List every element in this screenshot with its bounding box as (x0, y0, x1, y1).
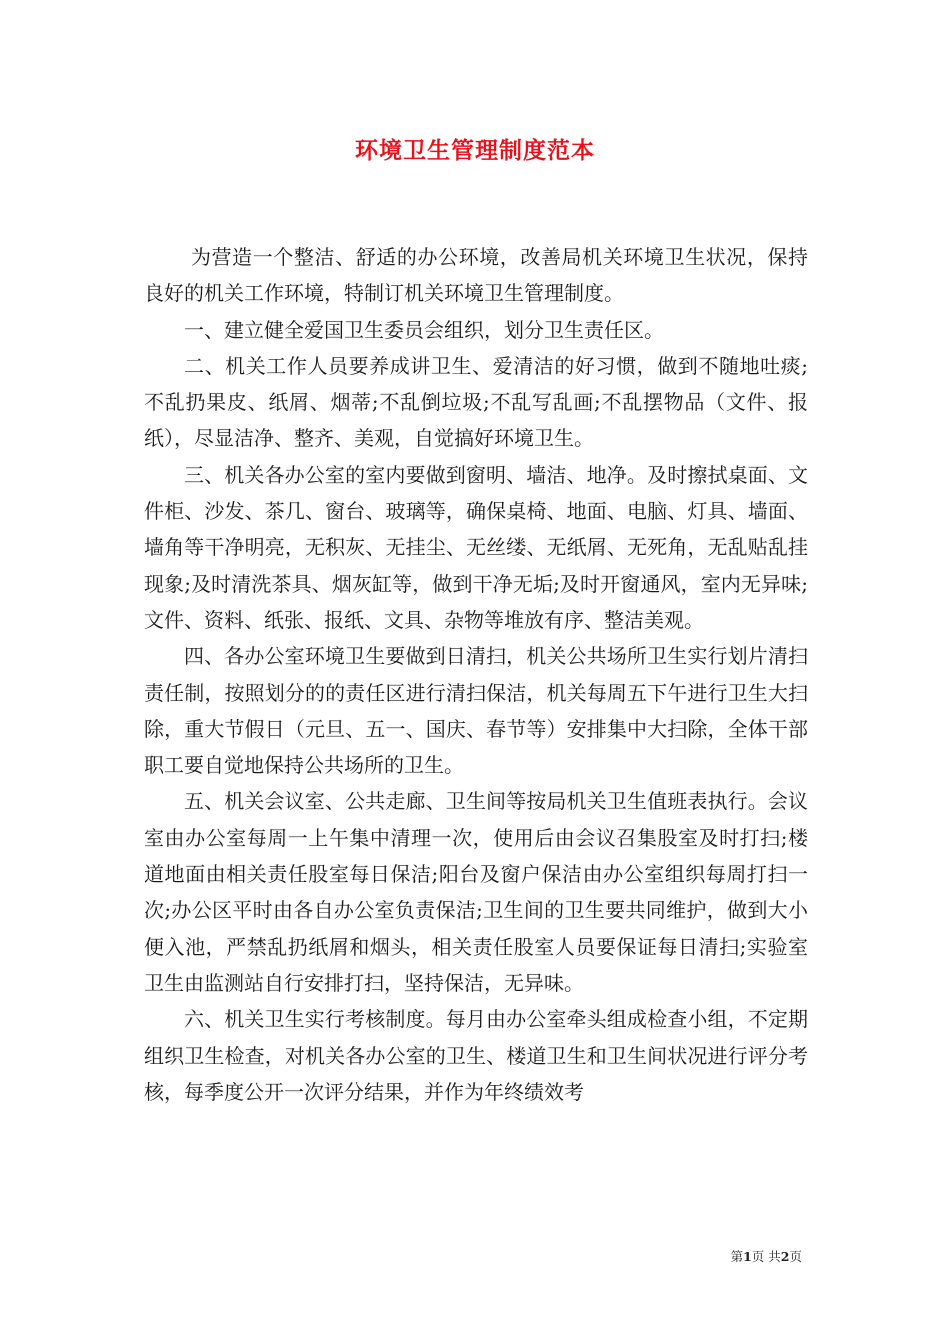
page-footer (731, 1247, 802, 1265)
paragraph-intro: 为营造一个整洁、舒适的办公环境，改善局机关环境卫生状况，保持良好的机关工作环境，特制订机关环境卫生管理制度。 (144, 245, 808, 306)
document-title: 环境卫生管理制度范本 (355, 137, 595, 164)
paragraph-6: 六、机关卫生实行考核制度。每月由办公室牵头组成检查小组，不定期组织卫生检查，对机关各办公室的卫生、楼道卫生和卫生间状况进行评分考核，每季度公开一次评分结果，并作为年终绩效考 (144, 1007, 808, 1104)
footer-current-page: 1 (743, 1249, 752, 1264)
paragraph-1: 一、建立健全爱国卫生委员会组织，划分卫生责任区。 (184, 317, 664, 342)
paragraph-3: 三、机关各办公室的室内要做到窗明、墙洁、地净。及时擦拭桌面、文件柜、沙发、茶几、窗台、玻璃等，确保桌椅、地面、电脑、灯具、墙面、墙角等干净明亮，无积灰、无挂尘、无丝缕、无纸屑、无死角，无乱贴乱挂现象;及时清洗茶具、烟灰缸等，做到干净无垢;及时开窗通风，室内无异味;文件、资料、纸张、报纸、文具、杂物等堆放有序、整洁美观。 (144, 462, 808, 632)
footer-suffix: 页 (789, 1249, 802, 1264)
paragraph-5: 五、机关会议室、公共走廊、卫生间等按局机关卫生值班表执行。会议室由办公室每周一上午集中清理一次，使用后由会议召集股室及时打扫;楼道地面由相关责任股室每日保洁;阳台及窗户保洁由办公室组织每周打扫一次;办公区平时由各自办公室负责保洁;卫生间的卫生要共同维护，做到大小便入池，严禁乱扔纸屑和烟头，相关责任股室人员要保证每日清扫;实验室卫生由监测站自行安排打扫，坚持保洁，无异味。 (144, 789, 808, 995)
footer-total-pages: 2 (780, 1249, 790, 1264)
paragraph-4: 四、各办公室环境卫生要做到日清扫，机关公共场所卫生实行划片清扫责任制，按照划分的的责任区进行清扫保洁，机关每周五下午进行卫生大扫除，重大节假日（元旦、五一、国庆、春节等）安排集中大扫除，全体干部职工要自觉地保持公共场所的卫生。 (144, 644, 808, 778)
footer-prefix: 第 (730, 1249, 744, 1264)
footer-middle: 页 共 (751, 1249, 781, 1264)
paragraph-2: 二、机关工作人员要养成讲卫生、爱清洁的好习惯，做到不随地吐痰;不乱扔果皮、纸屑、烟蒂;不乱倒垃圾;不乱写乱画;不乱摆物品（文件、报纸），尽显洁净、整齐、美观，自觉搞好环境卫生。 (144, 353, 808, 451)
document-body (144, 239, 808, 1110)
